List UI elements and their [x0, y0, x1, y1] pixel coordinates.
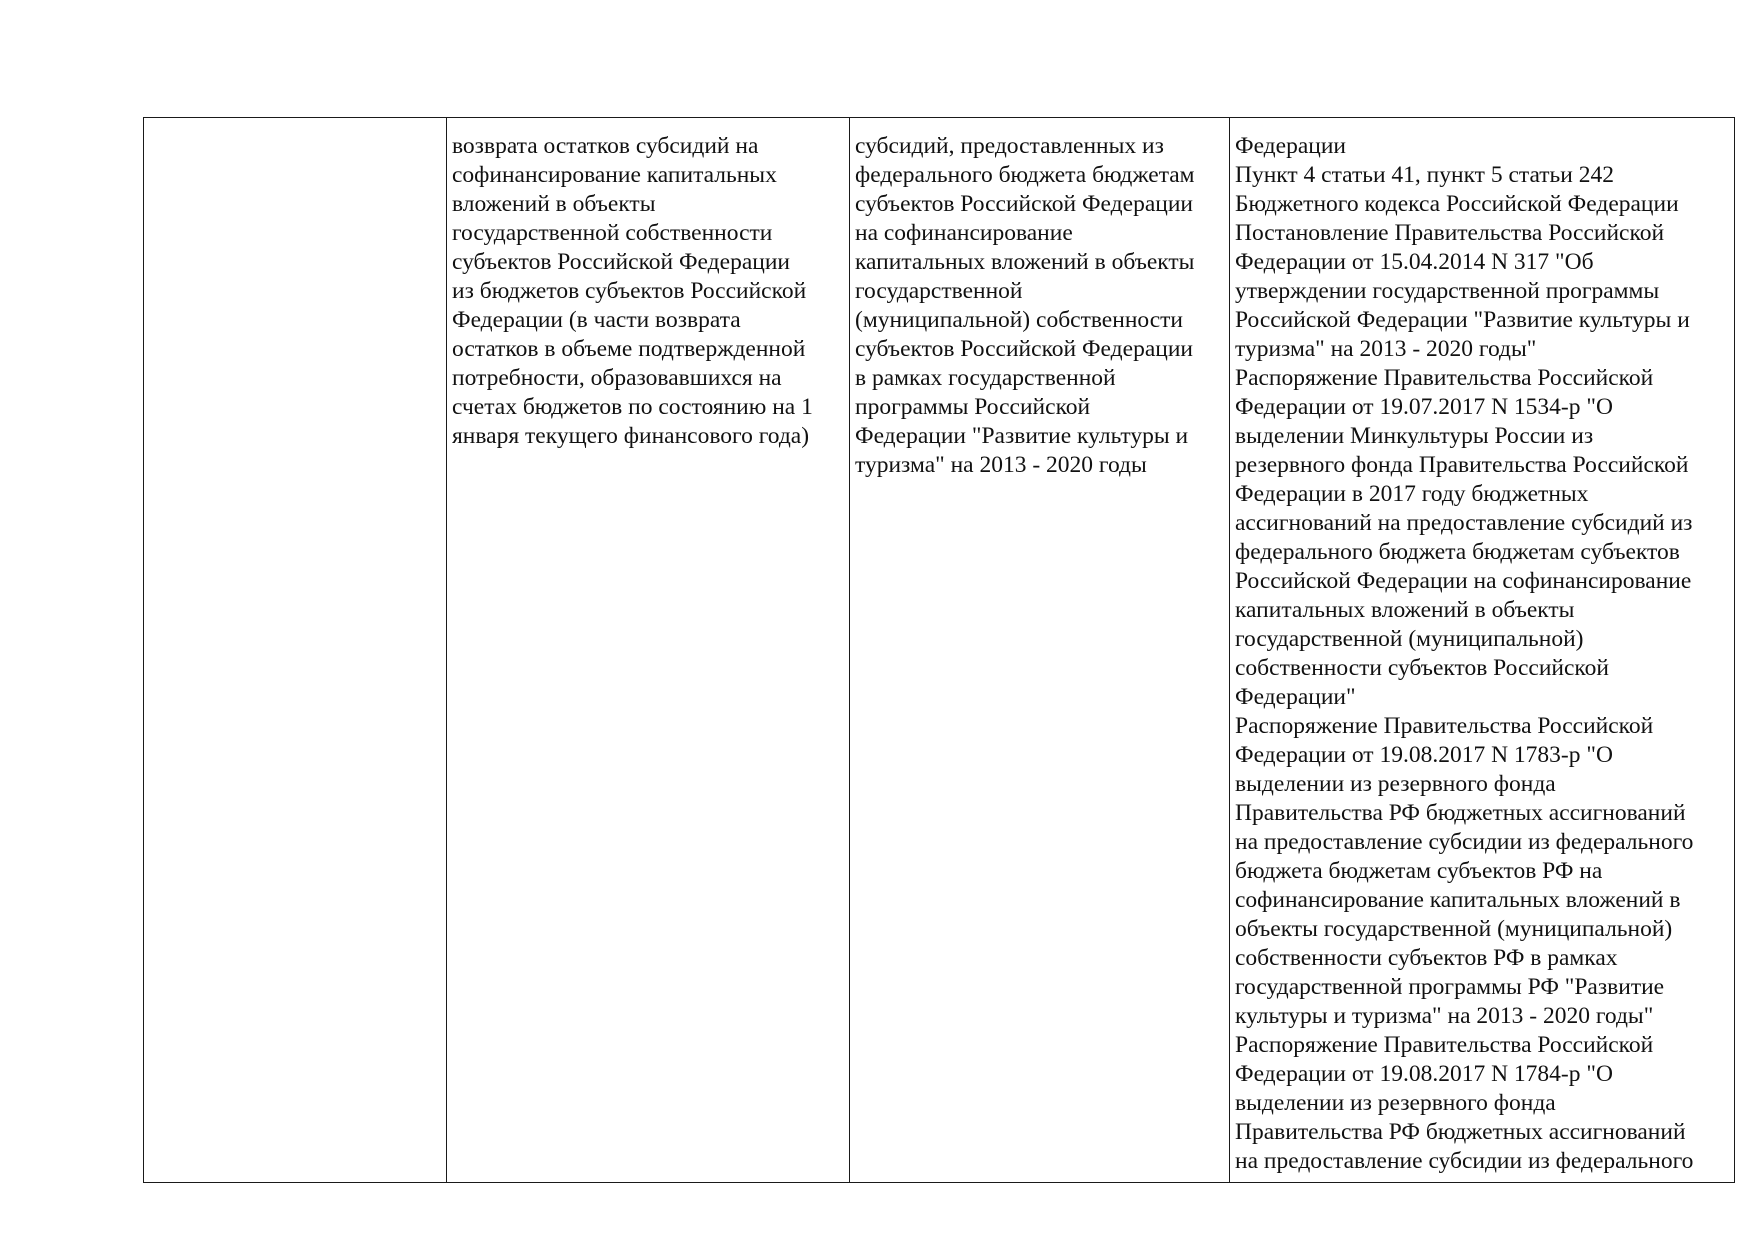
text-line: остатков в объеме подтвержденной — [452, 336, 806, 362]
text-line: Федерации (в части возврата — [452, 307, 741, 333]
cell-column-2 — [447, 118, 850, 1183]
text-line: Распоряжение Правительства Российской — [1235, 1032, 1654, 1058]
text-line: Федерации от 19.08.2017 N 1784-р "О — [1235, 1061, 1613, 1087]
text-line: потребности, образовавшихся на — [452, 365, 782, 391]
text-line: Российской Федерации на софинансирование — [1235, 568, 1692, 594]
text-line: резервного фонда Правительства Российской — [1235, 452, 1689, 478]
text-line: (муниципальной) собственности — [855, 307, 1184, 333]
text-line: на софинансирование — [855, 220, 1073, 246]
text-line: объекты государственной (муниципальной) — [1235, 916, 1673, 942]
text-line: субсидий, предоставленных из — [855, 133, 1164, 159]
text-line: на предоставление субсидии из федерального — [1235, 1148, 1694, 1174]
text-line: выделении Минкультуры России из — [1235, 423, 1594, 449]
text-line: Федерации" — [1235, 684, 1356, 710]
cell-column-3 — [850, 118, 1230, 1183]
text-line: из бюджетов субъектов Российской — [452, 278, 807, 304]
table-row — [144, 118, 1735, 1183]
text-line: субъектов Российской Федерации — [452, 249, 790, 275]
text-line: Распоряжение Правительства Российской — [1235, 365, 1654, 391]
text-line: Распоряжение Правительства Российской — [1235, 713, 1654, 739]
text-line: государственной (муниципальной) — [1235, 626, 1584, 652]
text-line: федерального бюджета бюджетам — [855, 162, 1195, 188]
text-line: капитальных вложений в объекты — [1235, 597, 1575, 623]
text-line: государственной — [855, 278, 1023, 304]
text-line: Бюджетного кодекса Российской Федерации — [1235, 191, 1679, 217]
text-line: утверждении государственной программы — [1235, 278, 1660, 304]
text-line: Правительства РФ бюджетных ассигнований — [1235, 800, 1686, 826]
text-line: программы Российской — [855, 394, 1091, 420]
cell-column-4 — [1230, 118, 1735, 1183]
text-line: бюджета бюджетам субъектов РФ на — [1235, 858, 1603, 884]
text-line: софинансирование капитальных — [452, 162, 777, 188]
text-line: Федерации в 2017 году бюджетных — [1235, 481, 1589, 507]
text-line: счетах бюджетов по состоянию на 1 — [452, 394, 813, 420]
text-line: Федерации от 19.08.2017 N 1783-р "О — [1235, 742, 1613, 768]
document-table — [143, 117, 1735, 1183]
text-line: выделении из резервного фонда — [1235, 1090, 1556, 1116]
text-line: в рамках государственной — [855, 365, 1116, 391]
text-line: выделении из резервного фонда — [1235, 771, 1556, 797]
cell-column-1 — [144, 118, 447, 1183]
text-line: федерального бюджета бюджетам субъектов — [1235, 539, 1680, 565]
text-line: ассигнований на предоставление субсидий из — [1235, 510, 1693, 536]
text-line: государственной программы РФ "Развитие — [1235, 974, 1665, 1000]
text-line: возврата остатков субсидий на — [452, 133, 759, 159]
text-line: Российской Федерации "Развитие культуры и — [1235, 307, 1690, 333]
text-line: Федерации — [1235, 133, 1346, 159]
text-line: Федерации "Развитие культуры и — [855, 423, 1189, 449]
text-line: туризма" на 2013 - 2020 годы — [855, 452, 1147, 478]
text-line: субъектов Российской Федерации — [855, 191, 1193, 217]
text-line: Федерации от 15.04.2014 N 317 "Об — [1235, 249, 1594, 275]
text-line: софинансирование капитальных вложений в — [1235, 887, 1681, 913]
text-line: января текущего финансового года) — [452, 423, 810, 449]
text-line: на предоставление субсидии из федерального — [1235, 829, 1694, 855]
text-line: субъектов Российской Федерации — [855, 336, 1193, 362]
text-line: вложений в объекты — [452, 191, 656, 217]
text-line: собственности субъектов Российской — [1235, 655, 1609, 681]
text-line: Пункт 4 статьи 41, пункт 5 статьи 242 — [1235, 162, 1614, 188]
text-line: государственной собственности — [452, 220, 773, 246]
text-line: капитальных вложений в объекты — [855, 249, 1195, 275]
text-line: туризма" на 2013 - 2020 годы" — [1235, 336, 1537, 362]
text-line: Постановление Правительства Российской — [1235, 220, 1665, 246]
text-line: Федерации от 19.07.2017 N 1534-р "О — [1235, 394, 1613, 420]
text-line: культуры и туризма" на 2013 - 2020 годы" — [1235, 1003, 1654, 1029]
text-line: собственности субъектов РФ в рамках — [1235, 945, 1618, 971]
text-line: Правительства РФ бюджетных ассигнований — [1235, 1119, 1686, 1145]
